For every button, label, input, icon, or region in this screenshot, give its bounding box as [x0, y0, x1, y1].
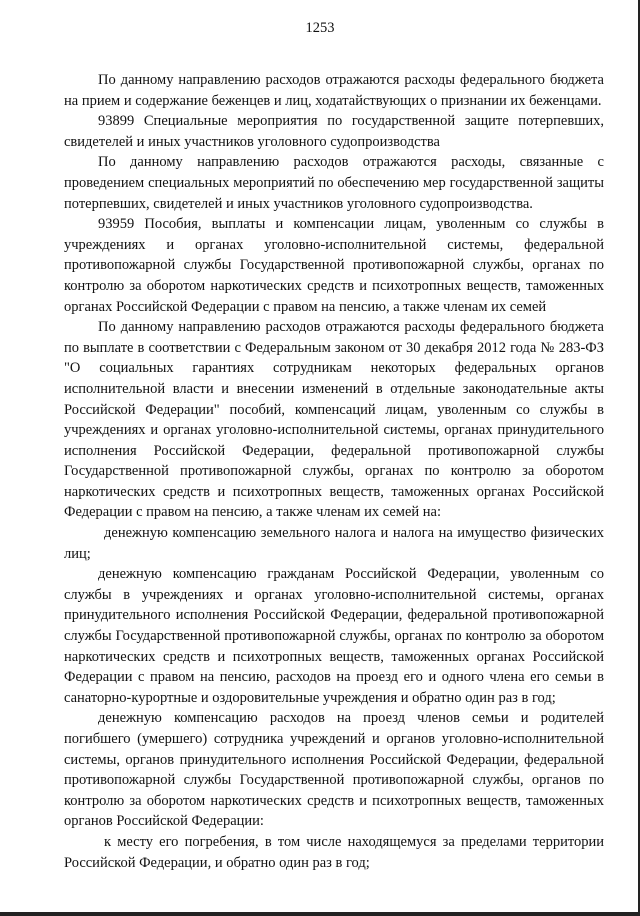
- paragraph-refugees-expenses: По данному направлению расходов отражаются расходы федерального бюджета на прием и содержание беженцев и лиц, ходатайствующих о признании их беженцами.: [64, 72, 604, 109]
- document-body: [64, 70, 604, 873]
- list-item-land-tax-compensation: денежную компенсацию земельного налога и налога на имущество физических лиц;: [64, 525, 604, 562]
- paragraph-93899-heading: 93899 Специальные мероприятия по государственной защите потерпевших, свидетелей и иных участников уголовного судопроизводства: [64, 113, 604, 150]
- scan-edge-bottom: [0, 912, 640, 916]
- list-item-burial-place-travel: к месту его погребения, в том числе находящемуся за пределами территории Российской Федерации, и обратно один раз в год;: [64, 833, 604, 871]
- list-item-family-travel-compensation: денежную компенсацию расходов на проезд членов семьи и родителей погибшего (умершего) сотрудника учреждений и органов уголовно-исполнительной системы, органов принудительного исполнения Российской Федерации, федеральной противопожарной службы Государственной противопожарной службы, органов по контролю за оборотом наркотических средств и психотропных веществ, таможенных органов Российской Федерации:: [64, 710, 604, 830]
- list-item-sanatorium-travel-compensation: денежную компенсацию гражданам Российской Федерации, уволенным со службы в учреждениях и органах уголовно-исполнительной системы, органах принудительного исполнения Российской Федерации, федеральной противопожарной службы Государственной противопожарной службы, органах по контролю за оборотом наркотических средств и психотропных веществ, таможенных органах Российской Федерации с правом на пенсию, расходов на проезд его и одного члена его семьи в санаторно-курортные и оздоровительные учреждения и обратно один раз в год;: [64, 566, 604, 706]
- page-number: 1253: [305, 20, 335, 36]
- paragraph-93899-description: По данному направлению расходов отражаются расходы, связанные с проведением специальных мероприятий по обеспечению мер государственной защиты потерпевших, свидетелей и иных участников уголовного судопроизводства.: [64, 154, 604, 212]
- paragraph-93959-heading: 93959 Пособия, выплаты и компенсации лицам, уволенным со службы в учреждениях и органах уголовно-исполнительной системы, федеральной противопожарной службы Государственной противопожарной службы, органах по контролю за оборотом наркотических средств и психотропных веществ, таможенных органах Российской Федерации с правом на пенсию, а также членам их семей: [64, 216, 604, 315]
- paragraph-93959-description: По данному направлению расходов отражаются расходы федерального бюджета по выплате в соответствии с Федеральным законом от 30 декабря 2012 года № 283-ФЗ "О социальных гарантиях сотрудникам некоторых федеральных органов исполнительной власти и внесении изменений в отдельные законодательные акты Российской Федерации" пособий, компенсаций лицам, уволенным со службы в учреждениях и органах уголовно-исполнительной системы, органах принудительного исполнения Российской Федерации, федеральной противопожарной службы Государственной противопожарной службы, органах по контролю за оборотом наркотических средств и психотропных веществ, таможенных органах Российской Федерации с правом на пенсию, а также членам их семей на:: [64, 319, 604, 521]
